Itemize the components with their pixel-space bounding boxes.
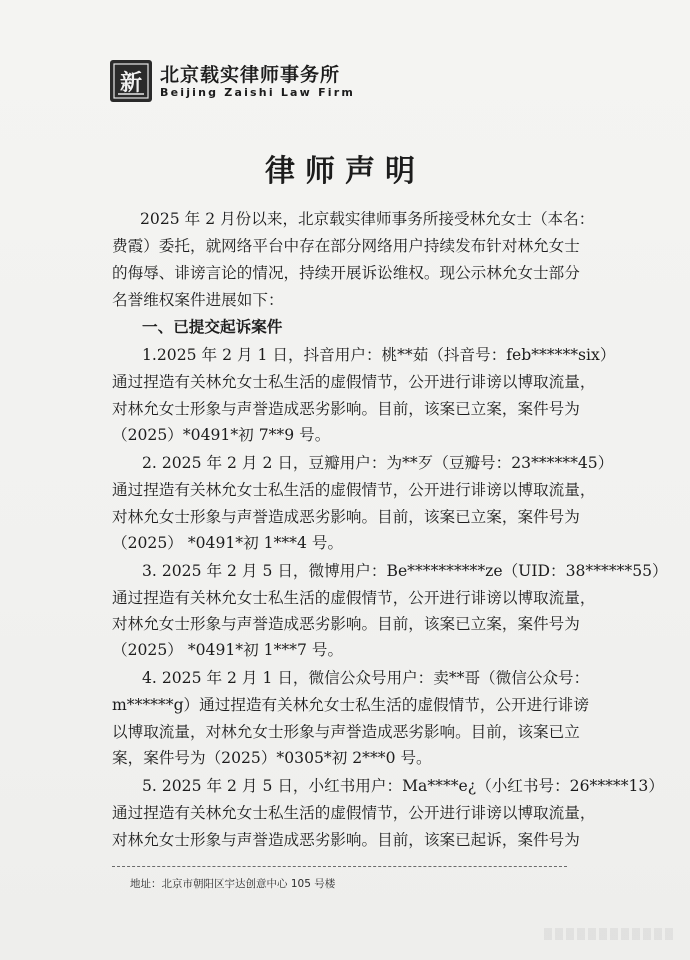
watermark-strip: [544, 928, 674, 940]
case-line: 1.2025 年 2 月 1 日，抖音用户：桃**茹（抖音号：feb******six）: [142, 346, 616, 364]
case-line: 通过捏造有关林允女士私生活的虚假情节，公开进行诽谤以博取流量，: [112, 804, 596, 822]
case-line: 5. 2025 年 2 月 5 日，小红书用户：Ma****e¿（小红书号：26*****13）: [142, 777, 664, 795]
case-line: 对林允女士形象与声誉造成恶劣影响。目前，该案已起诉，案件号为: [112, 831, 580, 849]
body-line: 名誉维权案件进展如下：: [112, 291, 284, 309]
case-line: 通过捏造有关林允女士私生活的虚假情节，公开进行诽谤以博取流量，: [112, 373, 596, 391]
firm-logo: [110, 60, 152, 102]
case-line: 通过捏造有关林允女士私生活的虚假情节，公开进行诽谤以博取流量，: [112, 481, 596, 499]
case-number: （2025）*0491*初 7**9 号。: [112, 426, 331, 444]
document-title: 律师声明: [265, 154, 425, 189]
case-line: 对林允女士形象与声誉造成恶劣影响。目前，该案已立案，案件号为: [112, 508, 580, 526]
body-line: 的侮辱、诽谤言论的情况，持续开展诉讼维权。现公示林允女士部分: [112, 264, 580, 282]
case-number: 案，案件号为（2025）*0305*初 2***0 号。: [112, 749, 432, 767]
case-number: （2025） *0491*初 1***7 号。: [112, 641, 344, 659]
body-line: 费霞）委托，就网络平台中存在部分网络用户持续发布针对林允女士: [112, 237, 580, 255]
case-line: 通过捏造有关林允女士私生活的虚假情节，公开进行诽谤以博取流量，: [112, 589, 596, 607]
firm-name-english: Beijing Zaishi Law Firm: [160, 86, 356, 99]
case-line: 4. 2025 年 2 月 1 日，微信公众号用户：卖**哥（微信公众号：: [142, 669, 590, 687]
body-line: 2025 年 2 月份以来，北京载实律师事务所接受林允女士（本名：: [140, 210, 595, 228]
case-number: （2025） *0491*初 1***4 号。: [112, 534, 344, 552]
firm-address: 地址：北京市朝阳区宇达创意中心 105 号楼: [130, 878, 336, 890]
logo-glyph: 新: [119, 71, 143, 96]
case-line: 3. 2025 年 2 月 5 日，微博用户：Be**********ze（UID：38******55）: [142, 562, 668, 580]
firm-name-chinese: 北京载实律师事务所: [160, 64, 341, 86]
case-line: 以博取流量，对林允女士形象与声誉造成恶劣影响。目前，该案已立: [112, 723, 580, 741]
case-line: 对林允女士形象与声誉造成恶劣影响。目前，该案已立案，案件号为: [112, 615, 580, 633]
case-line: 2. 2025 年 2 月 2 日，豆瓣用户：为**歹（豆瓣号：23******45）: [142, 454, 614, 472]
case-line: m******g）通过捏造有关林允女士私生活的虚假情节，公开进行诽谤: [112, 696, 589, 714]
footer-divider: [112, 866, 567, 867]
case-line: 对林允女士形象与声誉造成恶劣影响。目前，该案已立案，案件号为: [112, 400, 580, 418]
section-heading: 一、已提交起诉案件: [142, 318, 283, 336]
